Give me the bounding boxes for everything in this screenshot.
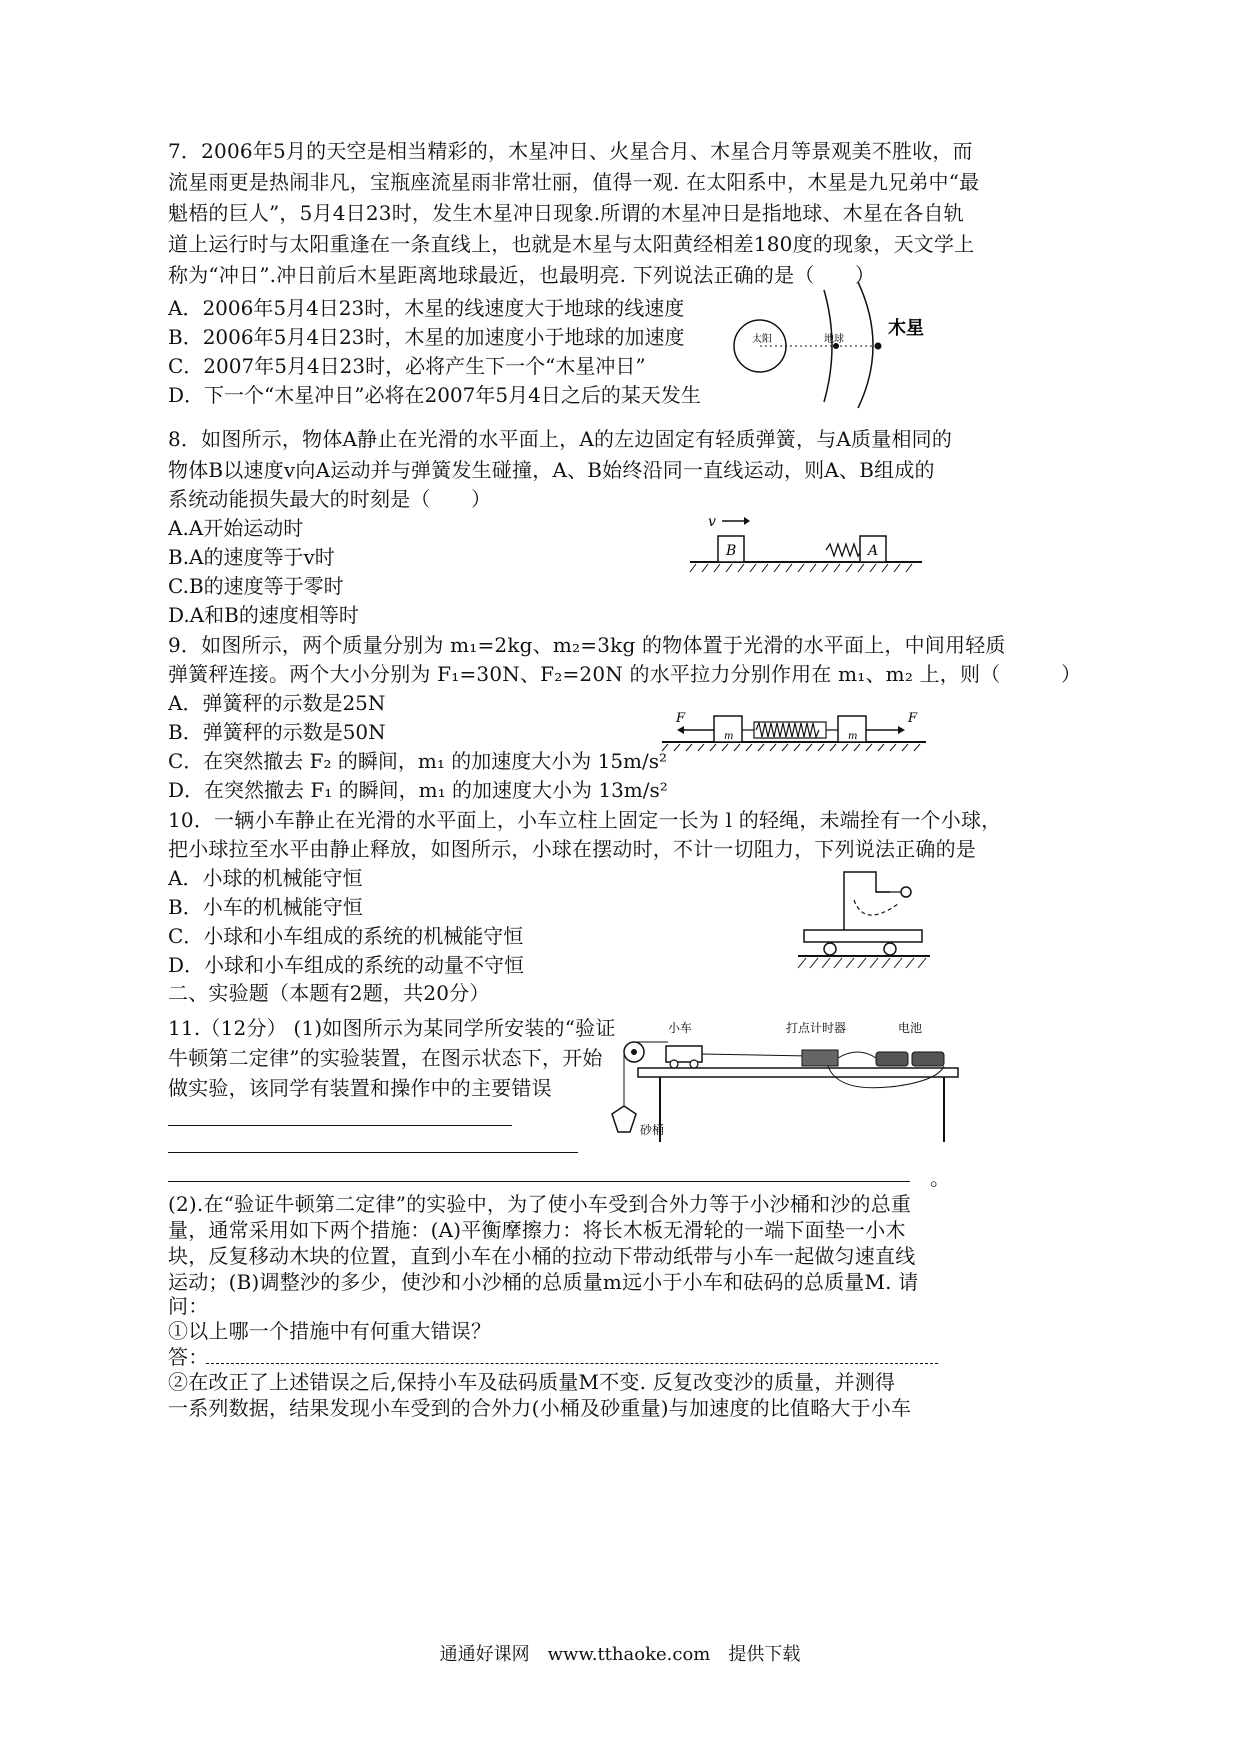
- force-right-label: F: [908, 711, 918, 726]
- q11-part2-line-2: 量，通常采用如下两个措施：(A)平衡摩擦力：将长木板无滑轮的一端下面垫一小木: [168, 1218, 906, 1242]
- cart-body: [804, 930, 922, 942]
- cart-wheel-right: [884, 943, 896, 955]
- q7-option-d: D．下一个“木星冲日”必将在2007年5月4日之后的某天发生: [168, 383, 701, 407]
- q7-option-c: C．2007年5月4日23时，必将产生下一个“木星冲日”: [168, 354, 646, 378]
- force-left-label: F: [676, 711, 686, 726]
- q8-option-c: C.B的速度等于零时: [168, 574, 344, 598]
- q11-part2-line-6: ①以上哪一个措施中有何重大错误？: [168, 1319, 492, 1343]
- answer-label: 答：: [168, 1345, 209, 1369]
- spring-balance-figure: [658, 706, 930, 752]
- block-b-label: B: [726, 543, 737, 559]
- spring-collision-figure: [686, 512, 926, 574]
- end-mark: 。: [930, 1166, 951, 1190]
- q7-line-3: 魁梧的巨人”，5月4日23时，发生木星冲日现象.所谓的木星冲日是指地球、木星在各自轨: [168, 201, 964, 225]
- force-left-arrowhead: [677, 726, 684, 734]
- section-2-heading: 二、实验题（本题有2题，共20分）: [168, 981, 490, 1005]
- sand-bucket: [612, 1106, 636, 1132]
- q9-option-b: B．弹簧秤的示数是50N: [168, 720, 386, 744]
- page-footer: 通通好课网 www.tthaoke.com 提供下载: [439, 1644, 801, 1665]
- q10-option-d: D．小球和小车组成的系统的动量不守恒: [168, 953, 525, 977]
- jupiter-dot: [875, 343, 882, 350]
- swing-path: [854, 900, 898, 915]
- jupiter-opposition-figure: [728, 280, 958, 410]
- q8-option-a: A.A开始运动时: [168, 516, 304, 540]
- bucket-label: 砂桶: [640, 1123, 665, 1137]
- q9-line-1: 9．如图所示，两个质量分别为 m₁=2kg、m₂=3kg 的物体置于光滑的水平面上，中间用轻质: [168, 633, 1006, 657]
- q7-line-2: 流星雨更是热闹非凡，宝瓶座流星雨非常壮丽，值得一观. 在太阳系中，木星是九兄弟中“最: [168, 170, 980, 194]
- block-a-label: A: [868, 543, 879, 559]
- q9-line-2: 弹簧秤连接。两个大小分别为 F₁=30N、F₂=20N 的水平拉力分别作用在 m₁、m₂ 上，则（ ）: [168, 662, 1082, 686]
- q11-line-3: 做实验，该同学有装置和操作中的主要错误: [168, 1076, 552, 1100]
- q11-part2-line-4: 运动；(B)调整沙的多少，使沙和小沙桶的总质量m远小于小车和砝码的总质量M. 请: [168, 1270, 919, 1294]
- q8-line-2: 物体B以速度v向A运动并与弹簧发生碰撞，A、B始终沿同一直线运动，则A、B组成的: [168, 458, 935, 482]
- battery-label: 电池: [898, 1021, 923, 1035]
- q9-option-a: A．弹簧秤的示数是25N: [168, 691, 386, 715]
- q8-line-1: 8．如图所示，物体A静止在光滑的水平面上，A的左边固定有轻质弹簧，与A质量相同的: [168, 427, 953, 451]
- spring: [826, 544, 862, 556]
- q10-option-c: C．小球和小车组成的系统的机械能守恒: [168, 924, 524, 948]
- q11-part2-line-1: (2).在“验证牛顿第二定律”的实验中，为了使小车受到合外力等于小沙桶和沙的总重: [168, 1192, 912, 1216]
- q8-option-d: D.A和B的速度相等时: [168, 603, 359, 627]
- answer-blank-1[interactable]: [168, 1125, 512, 1126]
- battery-2: [912, 1052, 944, 1066]
- q8-line-3: 系统动能损失最大的时刻是（ ）: [168, 487, 492, 511]
- long-board: [638, 1068, 958, 1077]
- q7-line-5: 称为“冲日”.冲日前后木星距离地球最近，也最明亮. 下列说法正确的是（ ）: [168, 263, 876, 287]
- q11-part3-line-2: 一系列数据，结果发现小车受到的合外力(小桶及砂重量)与加速度的比值略大于小车: [168, 1396, 912, 1420]
- velocity-arrowhead: [744, 517, 750, 525]
- earth-label: 地球: [824, 334, 844, 345]
- answer-blank-2[interactable]: [168, 1152, 578, 1153]
- q11-line-2: 牛顿第二定律”的实验装置，在图示状态下，开始: [168, 1046, 603, 1070]
- pulley-axle: [631, 1049, 637, 1055]
- block-m2-label: m: [848, 731, 858, 742]
- sun-label: 太阳: [752, 334, 772, 345]
- q11-part3-line-1: ②在改正了上述错误之后,保持小车及砝码质量M不变. 反复改变沙的质量，并测得: [168, 1370, 896, 1394]
- q11-line-1: 11.（12分） (1)如图所示为某同学所安装的“验证: [168, 1016, 616, 1040]
- paper-tape: [702, 1054, 810, 1056]
- answer-blank-3[interactable]: [168, 1181, 910, 1182]
- q7-line-1: 7．2006年5月的天空是相当精彩的，木星冲日、火星合月、木星合月等景观美不胜收，而: [168, 139, 973, 163]
- force-right-arrowhead: [898, 726, 905, 734]
- block-m1-label: m: [724, 731, 734, 742]
- cart-post: [844, 872, 890, 930]
- q7-line-4: 道上运行时与太阳重逢在一条直线上，也就是木星与太阳黄经相差180度的现象，天文学上: [168, 232, 975, 256]
- cart-label: 小车: [668, 1021, 693, 1035]
- q8-option-b: B.A的速度等于v时: [168, 545, 335, 569]
- q10-option-b: B．小车的机械能守恒: [168, 895, 363, 919]
- q11-part2-line-3: 块，反复移动木块的位置，直到小车在小桶的拉动下带动纸带与小车一起做匀速直线: [168, 1244, 916, 1268]
- newton-experiment-figure: [608, 1018, 962, 1148]
- cart: [666, 1046, 702, 1062]
- q9-option-d: D．在突然撤去 F₁ 的瞬间，m₁ 的加速度大小为 13m/s²: [168, 778, 668, 802]
- q10-line-1: 10．一辆小车静止在光滑的水平面上，小车立柱上固定一长为 l 的轻绳，未端拴有一个小球，: [168, 808, 1002, 832]
- cart-pendulum-figure: [794, 866, 934, 970]
- jupiter-orbit: [858, 282, 873, 408]
- dot-timer: [802, 1050, 838, 1066]
- pendulum-ball: [901, 887, 911, 897]
- timer-label: 打点计时器: [786, 1021, 847, 1035]
- q7-option-a: A．2006年5月4日23时，木星的线速度大于地球的线速度: [168, 296, 685, 320]
- cart-wheel-left: [670, 1060, 678, 1068]
- cart-wheel-right: [690, 1060, 698, 1068]
- q9-option-c: C．在突然撤去 F₂ 的瞬间，m₁ 的加速度大小为 15m/s²: [168, 749, 668, 773]
- q10-line-2: 把小球拉至水平由静止释放，如图所示，小球在摆动时，不计一切阻力，下列说法正确的是: [168, 837, 976, 861]
- answer-input-line[interactable]: [206, 1363, 938, 1364]
- q10-option-a: A．小球的机械能守恒: [168, 866, 363, 890]
- jupiter-label: 木星: [888, 318, 924, 339]
- wire-top: [838, 1052, 876, 1058]
- cart-wheel-left: [824, 943, 836, 955]
- velocity-label: v: [708, 514, 716, 530]
- q7-option-b: B．2006年5月4日23时，木星的加速度小于地球的加速度: [168, 325, 685, 349]
- battery-1: [876, 1052, 908, 1066]
- q11-part2-line-5: 问：: [168, 1294, 209, 1318]
